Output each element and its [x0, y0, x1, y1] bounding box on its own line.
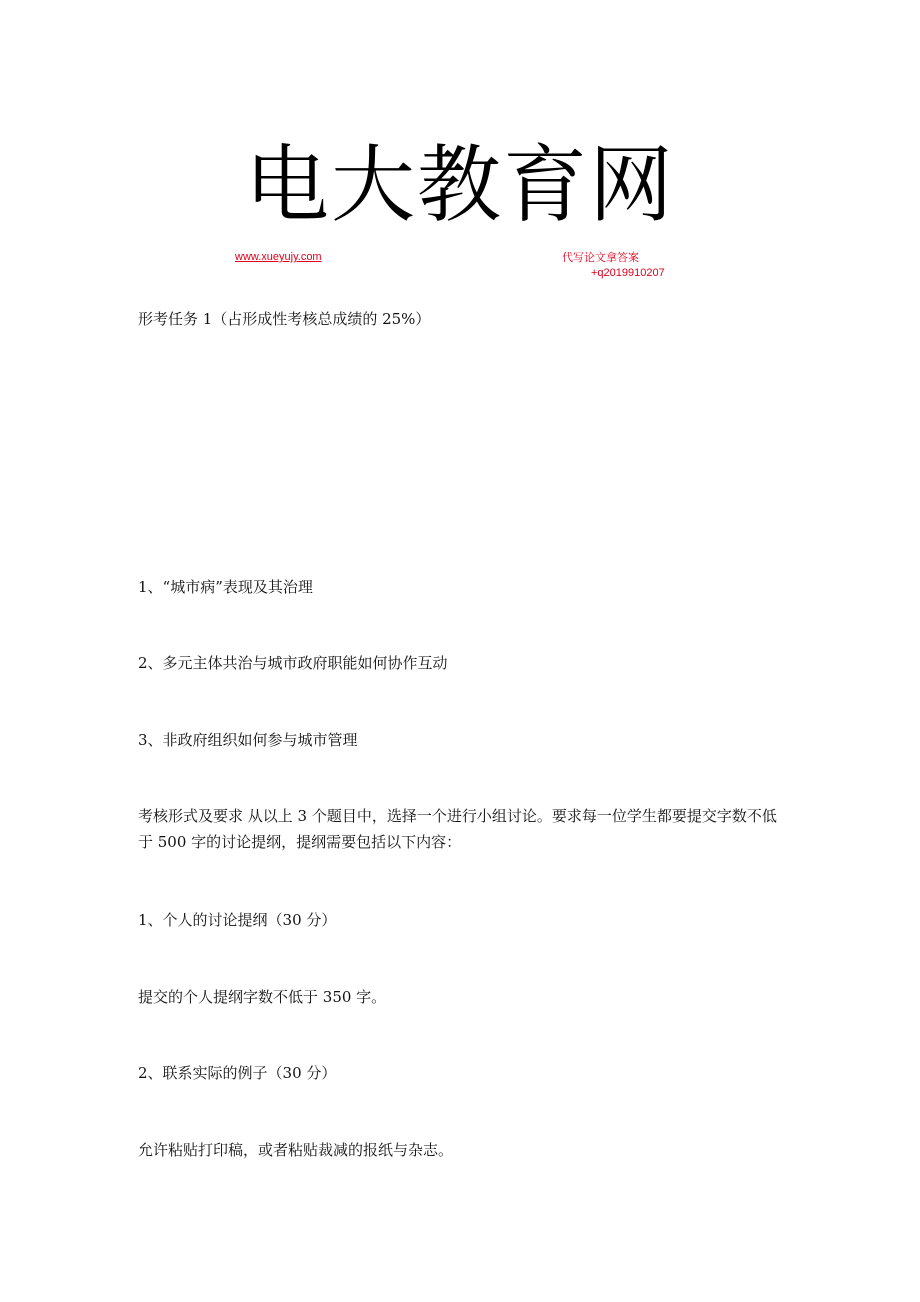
item1-title: 1、个人的讨论提纲（30 分） [138, 911, 337, 929]
item1-desc: 提交的个人提纲字数不低于 350 字。 [138, 988, 387, 1006]
topic-1: 1、“城市病”表现及其治理 [138, 578, 313, 596]
item2-desc: 允许粘贴打印稿，或者粘贴裁减的报纸与杂志。 [138, 1141, 454, 1159]
topic-3: 3、非政府组织如何参与城市管理 [138, 731, 358, 749]
topic-2: 2、多元主体共治与城市政府职能如何协作互动 [138, 654, 448, 672]
promo-text: 代写论文拿答案 [562, 251, 639, 264]
task-title: 形考任务 1（占形成性考核总成绩的 25%） [138, 310, 431, 328]
contact-text: +q2019910207 [591, 267, 665, 279]
site-link[interactable]: www.xueyujy.com [235, 251, 322, 263]
masthead-title: 电大教育网 [244, 136, 675, 234]
item2-title: 2、联系实际的例子（30 分） [138, 1064, 337, 1082]
requirements-paragraph: 考核形式及要求 从以上 3 个题目中，选择一个进行小组讨论。要求每一位学生都要提交字数不低于 500 字的讨论提纲，提纲需要包括以下内容： [138, 807, 777, 851]
